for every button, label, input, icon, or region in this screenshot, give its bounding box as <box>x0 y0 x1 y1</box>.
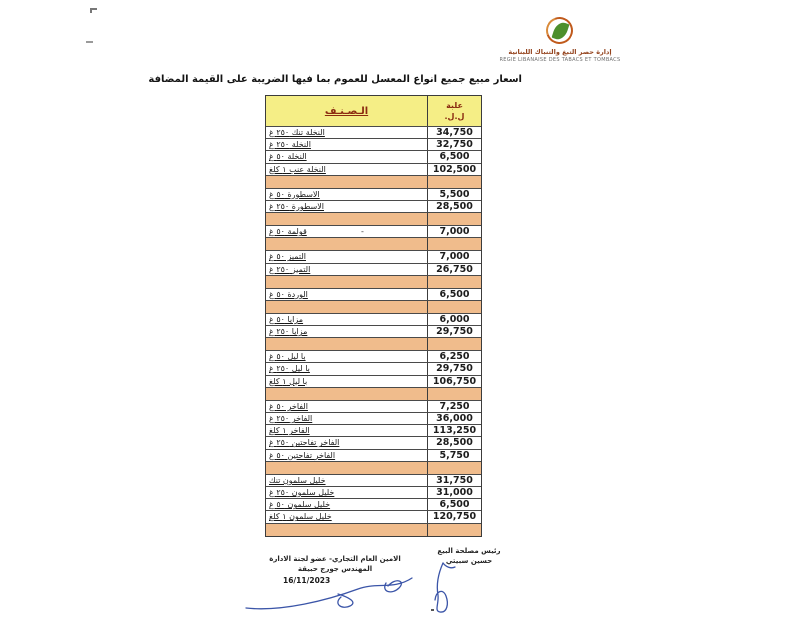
table-row <box>266 510 481 522</box>
item-name: التميز ٢٥٠ غ <box>266 264 428 275</box>
logo-arabic-name: إدارة حصر التبغ والتنباك اللبنانية <box>508 48 612 56</box>
separator-row <box>266 337 481 350</box>
item-price: 6,500 <box>439 288 470 300</box>
handwritten-signature-left <box>240 568 416 616</box>
table-row <box>266 486 481 498</box>
scan-artifact <box>86 41 93 43</box>
separator-item-cell <box>266 213 428 225</box>
separator-row <box>266 275 481 288</box>
signature-name: المهندس جورج حبيقة <box>297 565 373 574</box>
table-row <box>266 126 481 138</box>
table-row <box>266 412 481 424</box>
separator-row <box>266 461 481 474</box>
item-name: النخلة ٥٠ غ <box>266 151 428 162</box>
item-name: الفاخر ٥٠ غ <box>266 401 428 412</box>
item-name: الفاخر ٢٥٠ غ <box>266 413 428 424</box>
item-name: الاسطورة ٢٥٠ غ <box>266 201 428 212</box>
table-row <box>266 150 481 162</box>
separator-row <box>266 300 481 313</box>
stray-mark: - <box>361 227 364 237</box>
table-row <box>266 225 481 237</box>
item-price: 6,000 <box>439 313 470 325</box>
separator-price-cell <box>428 338 481 350</box>
price-table <box>265 95 482 537</box>
separator-price-cell <box>428 176 481 188</box>
separator-row <box>266 175 481 188</box>
item-price: 29,750 <box>436 363 473 375</box>
column-header-price <box>428 96 481 126</box>
table-header-row <box>266 96 481 126</box>
table-row <box>266 263 481 275</box>
item-price: 32,750 <box>436 139 473 151</box>
item-name: با ليل ٢٥٠ غ <box>266 363 428 374</box>
item-name: مزايا ٥٠ غ <box>266 314 428 325</box>
separator-item-cell <box>266 462 428 474</box>
table-row <box>266 200 481 212</box>
item-price: 6,500 <box>439 151 470 163</box>
item-name: التميز ٥٠ غ <box>266 251 428 262</box>
signature-name: حسين سبيتي <box>445 557 493 566</box>
item-name: خليل سلمون ٥٠ غ <box>266 499 428 510</box>
table-row <box>266 400 481 412</box>
item-name: النخلة تنك ٢٥٠ غ <box>266 127 428 138</box>
separator-item-cell <box>266 524 428 536</box>
signature-date: 16/11/2023 <box>283 576 331 585</box>
table-row <box>266 250 481 262</box>
separator-item-cell <box>266 176 428 188</box>
signature-title: الامين العام التجاري- عضو لجنة الادارة <box>269 555 401 563</box>
item-price: 113,250 <box>432 425 477 437</box>
separator-price-cell <box>428 213 481 225</box>
item-name: با ليل ٥٠ غ <box>266 351 428 362</box>
column-header-price-currency: ل.ل. <box>444 112 465 121</box>
item-price: 7,000 <box>439 251 470 263</box>
item-price: 28,500 <box>436 200 473 212</box>
item-name: الاسطورة ٥٠ غ <box>266 189 428 200</box>
table-row <box>266 362 481 374</box>
table-row <box>266 288 481 300</box>
table-row <box>266 449 481 461</box>
table-row <box>266 325 481 337</box>
separator-price-cell <box>428 301 481 313</box>
separator-row <box>266 523 481 536</box>
item-price: 28,500 <box>436 437 473 449</box>
signature-title: رئيس مصلحة البيع <box>437 547 501 555</box>
item-price: 7,250 <box>439 400 470 412</box>
table-row <box>266 188 481 200</box>
separator-price-cell <box>428 238 481 250</box>
item-name: الفاخر تفاحتين ٥٠ غ <box>266 450 428 461</box>
logo-french-name: REGIE LIBANAISE DES TABACS ET TOMBACS <box>499 57 621 63</box>
item-name: الوردة ٥٠ غ <box>266 289 428 300</box>
tobacco-leaf-logo-icon <box>544 16 576 46</box>
item-price: 31,750 <box>436 474 473 486</box>
regie-libanaise-logo <box>498 16 622 63</box>
item-price: 36,000 <box>436 413 473 424</box>
item-name: النخلة ٢٥٠ غ <box>266 139 428 150</box>
table-row <box>266 474 481 486</box>
item-name: الفاخر ١ كلغ <box>266 425 428 436</box>
table-row <box>266 138 481 150</box>
table-row <box>266 498 481 510</box>
separator-price-cell <box>428 524 481 536</box>
separator-price-cell <box>428 388 481 400</box>
column-header-price-unit: علبة <box>446 100 463 110</box>
separator-price-cell <box>428 276 481 288</box>
item-name: مزايا ٢٥٠ غ <box>266 326 428 337</box>
item-price: 34,750 <box>436 127 473 138</box>
table-row <box>266 163 481 175</box>
item-price: 5,500 <box>439 188 470 200</box>
item-name: خليل سلمون ٢٥٠ غ <box>266 487 428 498</box>
item-price: 26,750 <box>436 263 473 275</box>
handwritten-signature-right <box>426 560 474 616</box>
separator-item-cell <box>266 276 428 288</box>
separator-item-cell <box>266 388 428 400</box>
separator-row <box>266 212 481 225</box>
item-name: قولمة ٥٠ غ - <box>266 226 428 237</box>
item-price: 7,000 <box>439 226 470 238</box>
table-row <box>266 313 481 325</box>
separator-item-cell <box>266 238 428 250</box>
table-row <box>266 424 481 436</box>
item-price: 5,750 <box>439 449 470 461</box>
separator-item-cell <box>266 301 428 313</box>
item-name: خليل سلمون تنك <box>266 475 428 486</box>
item-price: 29,750 <box>436 326 473 338</box>
separator-price-cell <box>428 462 481 474</box>
item-price: 6,500 <box>439 499 470 511</box>
table-row <box>266 350 481 362</box>
separator-item-cell <box>266 338 428 350</box>
item-name: الفاخر تفاحتين ٢٥٠ غ <box>266 437 428 448</box>
item-name: با ليل ١ كلغ <box>266 376 428 387</box>
item-price: 31,000 <box>436 486 473 498</box>
separator-row <box>266 387 481 400</box>
item-price: 102,500 <box>432 163 477 175</box>
page-title: اسعار مبيع جميع انواع المعسل للعموم بما فيها الضريبة على القيمة المضافة <box>148 74 522 85</box>
separator-row <box>266 237 481 250</box>
table-row <box>266 375 481 387</box>
column-header-item: الـصـنـف <box>266 96 428 126</box>
item-price: 120,750 <box>432 511 477 523</box>
item-name: النخلة عنب ١ كلغ <box>266 164 428 175</box>
item-price: 6,250 <box>439 351 470 363</box>
table-row <box>266 436 481 448</box>
table-body <box>266 126 481 536</box>
scan-artifact <box>90 8 97 13</box>
item-name: خليل سلمون ١ كلغ <box>266 511 428 522</box>
item-price: 106,750 <box>432 375 477 387</box>
